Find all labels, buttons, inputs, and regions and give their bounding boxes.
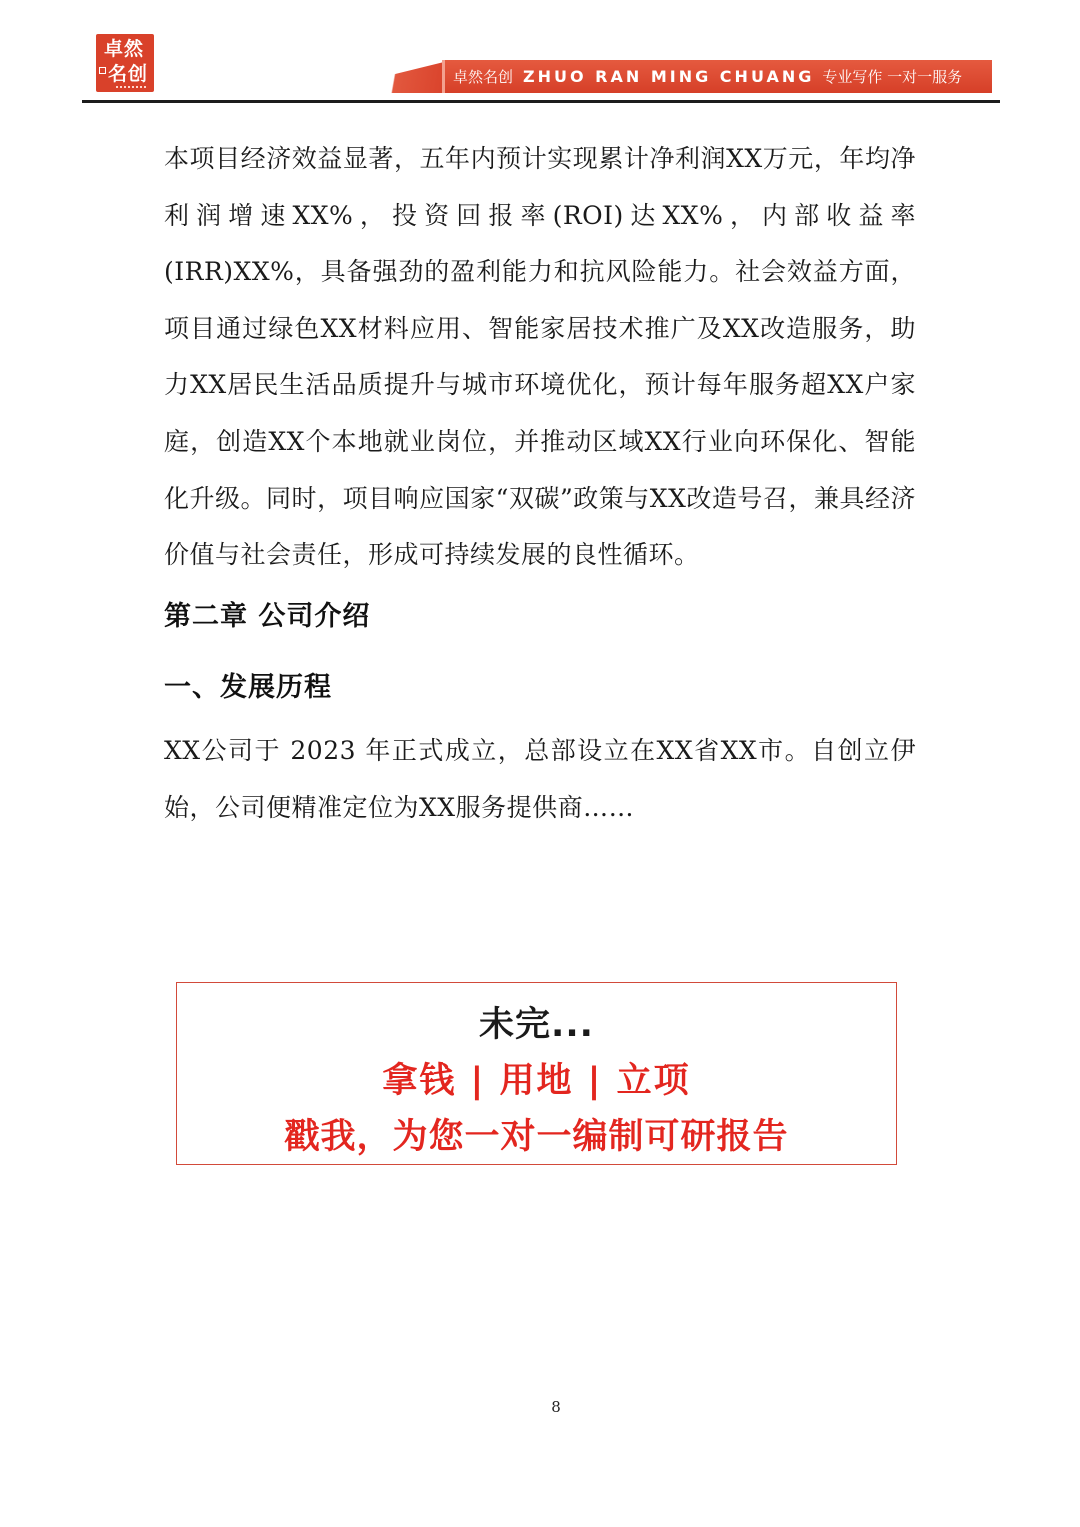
- cta-unfinished-text: 未完...: [479, 1005, 594, 1045]
- chapter-heading: 第二章 公司介绍: [164, 601, 371, 632]
- brand-logo: [96, 34, 154, 92]
- logo-text-bottom: 名创: [108, 63, 149, 85]
- cta-box[interactable]: [176, 982, 897, 1165]
- page-number: 8: [551, 1398, 561, 1416]
- body-paragraph-benefits: 本项目经济效益显著，五年内预计实现累计净利润XX万元，年均净利润增速XX%，投资回报率(ROI)达XX%，内部收益率(IRR)XX%，具备强劲的盈利能力和抗风险能力。社会效益方面，项目通过绿色XX材料应用、智能家居技术推广及XX改造服务，助力XX居民生活品质提升与城市环境优化，预计每年服务超XX户家庭，创造XX个本地就业岗位，并推动区域XX行业向环保化、智能化升级。同时，项目响应国家“双碳”政策与XX改造号召，兼具经济价值与社会责任，形成可持续发展的良性循环。: [164, 144, 916, 570]
- section-heading: 一、发展历程: [164, 672, 332, 703]
- logo-seal-mark: [99, 67, 106, 74]
- banner-brand-en: ZHUO RAN MING CHUANG: [523, 67, 815, 86]
- banner-brand-cn: 卓然名创: [453, 68, 514, 86]
- cta-services-text: 拿钱 | 用地 | 立项: [382, 1061, 691, 1101]
- header-banner: [442, 60, 992, 93]
- cta-contact-link[interactable]: 戳我，为您一对一编制可研报告: [284, 1117, 789, 1157]
- banner-wedge: [318, 61, 448, 93]
- header-divider: [82, 100, 1000, 103]
- banner-service-text: 专业写作 一对一服务: [822, 68, 963, 86]
- logo-dots: [116, 86, 146, 90]
- body-paragraph-history: XX公司于 2023 年正式成立，总部设立在XX省XX市。自创立伊始，公司便精准定位为XX服务提供商……: [164, 736, 916, 822]
- logo-text-top: 卓然: [104, 38, 145, 60]
